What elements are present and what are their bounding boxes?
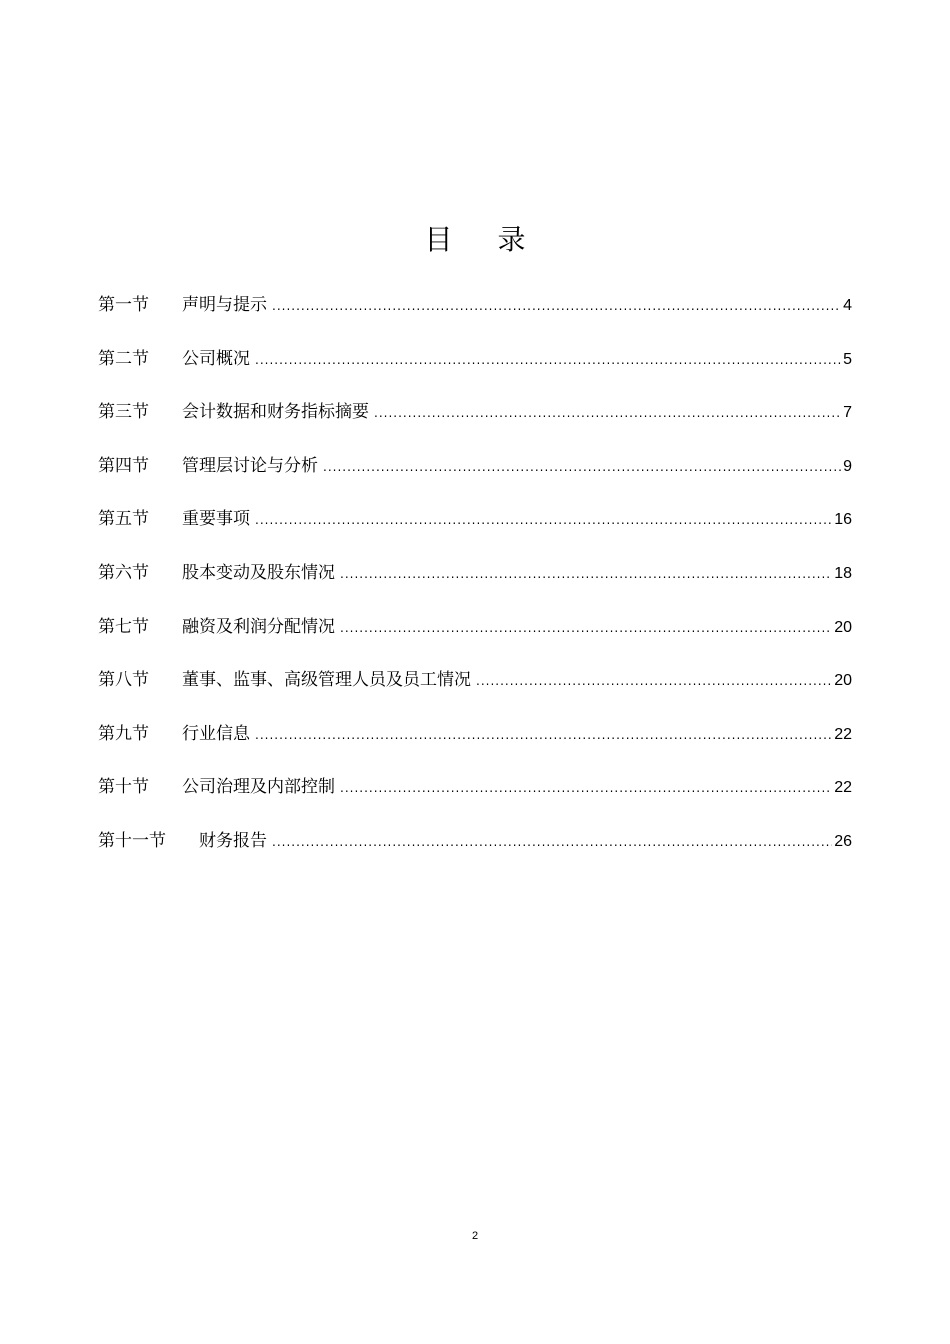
- toc-page-number: 9: [843, 457, 852, 475]
- toc-page-number: 4: [843, 297, 852, 314]
- toc-section-number: 第七节: [98, 616, 149, 637]
- toc-section-name: 股本变动及股东情况: [182, 562, 335, 583]
- page-title: 目 录: [424, 223, 544, 256]
- toc-page-number: 18: [834, 564, 852, 582]
- toc-dot-leader: [323, 450, 841, 484]
- toc-page-number: 22: [834, 779, 852, 797]
- toc-page-number: 20: [834, 672, 852, 690]
- toc-dot-leader: [340, 611, 832, 645]
- toc-section-number: 第十一节: [98, 830, 166, 851]
- toc-section-number: 第五节: [98, 509, 149, 530]
- toc-dot-leader: [255, 503, 832, 537]
- toc-dot-leader: [272, 825, 832, 859]
- toc-list: [98, 288, 852, 878]
- toc-section-name: 融资及利润分配情况: [182, 616, 335, 637]
- toc-section-number: 第八节: [98, 670, 149, 691]
- toc-entry[interactable]: [98, 610, 852, 664]
- page-footer-number: 2: [471, 1230, 479, 1242]
- toc-section-name: 会计数据和财务指标摘要: [182, 402, 369, 423]
- toc-section-name: 重要事项: [182, 509, 250, 530]
- toc-dot-leader: [255, 343, 841, 377]
- toc-section-number: 第三节: [98, 402, 149, 423]
- toc-entry[interactable]: [98, 770, 852, 824]
- toc-dot-leader: [374, 396, 841, 430]
- toc-section-name: 公司概况: [182, 348, 250, 369]
- toc-page-number: 26: [834, 832, 852, 850]
- toc-dot-leader: [340, 557, 832, 591]
- toc-entry[interactable]: [98, 824, 852, 878]
- toc-section-number: 第二节: [98, 348, 149, 369]
- toc-dot-leader: [255, 718, 832, 752]
- toc-section-number: 第九节: [98, 723, 149, 744]
- toc-section-name: 公司治理及内部控制: [182, 777, 335, 798]
- toc-dot-leader: [340, 771, 832, 805]
- toc-entry[interactable]: [98, 717, 852, 771]
- toc-section-number: 第四节: [98, 455, 149, 476]
- toc-page-number: 5: [843, 350, 852, 368]
- toc-section-name: 声明与提示: [182, 295, 267, 315]
- toc-section-name: 管理层讨论与分析: [182, 455, 318, 476]
- toc-entry[interactable]: [98, 502, 852, 556]
- toc-section-name: 董事、监事、高级管理人员及员工情况: [182, 670, 471, 691]
- toc-entry[interactable]: [98, 449, 852, 503]
- toc-section-name: 行业信息: [182, 723, 250, 744]
- toc-entry[interactable]: [98, 663, 852, 717]
- toc-page-number: 7: [843, 404, 852, 422]
- toc-section-number: 第六节: [98, 562, 149, 583]
- toc-dot-leader: [272, 289, 841, 323]
- toc-entry[interactable]: [98, 556, 852, 610]
- toc-section-number: 第一节: [98, 295, 149, 315]
- toc-page-number: 22: [834, 725, 852, 743]
- toc-page-number: 16: [834, 511, 852, 529]
- toc-section-name: 财务报告: [199, 830, 267, 851]
- toc-entry[interactable]: [98, 395, 852, 449]
- toc-dot-leader: [476, 664, 832, 698]
- toc-entry[interactable]: [98, 342, 852, 396]
- toc-page-number: 20: [834, 618, 852, 636]
- toc-section-number: 第十节: [98, 777, 149, 798]
- toc-entry[interactable]: [98, 288, 852, 342]
